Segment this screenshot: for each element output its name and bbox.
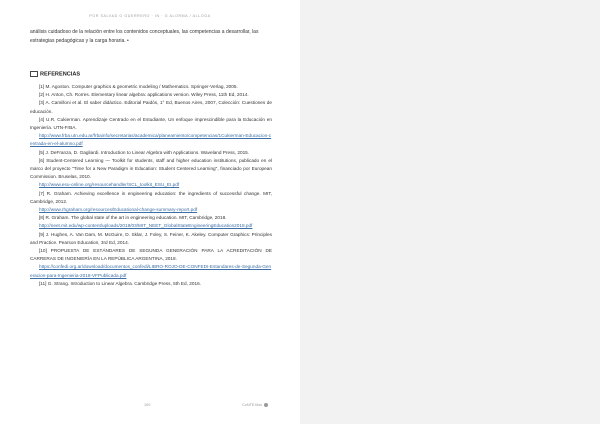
reference-text: [6] Student-Centered Learning — Toolkit for students, staff and higher education institutions, publicado en el marco del proyecto "Time for a New Paradigm in Education: Student Centered Learning", financiado por European Commission. Bruselas, 2010. [30, 157, 272, 180]
reference-item [30, 214, 272, 222]
reference-link-line [30, 181, 272, 189]
reference-text: [7] R. Graham. Achieving excellence in engineering education: the ingredients of successful change. MIT, Cambridge, 2012. [30, 190, 272, 204]
intro-paragraph: análisis cuidadoso de la relación entre los contenidos conceptuales, las competencias a desarrollar, las estrategias pedagógicas y la carga horaria. • [30, 29, 259, 44]
reference-item [30, 247, 272, 263]
reference-text: [2] H. Anton, Ch. Rorres. Elementary linear algebra: applications version. Wiley Press, 11th Ed, 2014. [39, 92, 249, 98]
reference-item [30, 190, 272, 206]
publication-name: CoNTEXtos [242, 403, 263, 407]
publication-logo-icon [264, 403, 268, 407]
reference-text: [10] PROPUESTA DE ESTÁNDARES DE SEGUNDA GENERACIÓN PARA LA ACREDITACIÓN DE CARRERAS DE INGENIERÍA EN LA REPÚBLICA ARGENTINA, 2018. [30, 248, 272, 262]
reference-text: [9] J. Hughes, A. Van Dam, M. McGuire, D. Sklar, J. Foley, S. Feiner, K. Akeley. Computer Graphics: Principles and Practice. Pearson Education, 3rd Ed, 2014. [30, 231, 272, 245]
reference-item [30, 231, 272, 247]
reference-link-line [30, 222, 272, 230]
reference-text: [8] R. Graham. The global state of the art in engineering education. MIT, Cambridge, 2018. [39, 215, 227, 221]
running-head: POR SALVAD O GUERRERO · IN · G ALORMA / ALLOGA [89, 14, 211, 18]
publication-mark [242, 403, 268, 407]
reference-item [30, 149, 272, 157]
reference-link-line [30, 206, 272, 214]
reference-item [30, 280, 272, 288]
reference-text: [1] M. Agoston. Computer graphics & geometric modeling / Mathematics. Springer-Verlag, 2005. [39, 84, 238, 89]
reference-list [30, 83, 272, 288]
reference-item [30, 157, 272, 182]
book-icon [30, 71, 38, 77]
reference-text: [4] U.R. Cukierman. Aprendizaje Centrado en el Estudiante, Un enfoque imprescindible para la Educación en Ingeniería. UTN-FrBA. [30, 116, 272, 131]
reference-item [30, 116, 272, 132]
reference-text: [3] A. Camilloni et al. El saber didáctico. Editorial Paidós, 1° Ed, Buenos Aires, 2007, Colección: Cuestiones de educación. [30, 100, 272, 114]
references-heading [30, 71, 80, 77]
reference-link-line [30, 263, 272, 279]
reference-link[interactable]: https://confedi.org.ar/download/documentos_confedi/LIBRO-ROJO-DE-CONFEDI-Estandares-de-Segunda-Generacion-para-Ingenieria-2018-VFPublicada.pdf [30, 264, 272, 278]
reference-text: [11] G. Strang. Introduction to Linear Algebra. Cambridge Press, 5th Ed, 2016. [39, 280, 201, 286]
reference-link[interactable]: http://www.frba.utn.edu.ar/frbainfo/secretarias/academica/planeamiento/competencias/1Cukierman-Educacion-centrada-en-el-alumno.pdf [30, 133, 272, 147]
page-number: 100 [144, 403, 151, 407]
reference-link-line [30, 132, 272, 148]
reference-link[interactable]: http://www.rhgraham.org/resources/Educational-change-summary-report.pdf [39, 207, 198, 213]
reference-link[interactable]: http://www.esu-online.org/resourcehandler/SCL_toolkit_ESU_EI.pdf [39, 182, 180, 188]
references-heading-label: REFERENCIAS [40, 71, 81, 78]
reference-item [30, 99, 272, 115]
reference-item [30, 91, 272, 99]
reference-link[interactable]: http://neet.mit.edu/wp-content/uploads/2018/03/MIT_NEET_GlobalStateEngineeringEducation2018.pdf [39, 223, 253, 229]
reference-text: [5] J. DeFranza, D. Gagliardi. Introduction to Linear Algebra with Applications. Waveland Press, 2015. [39, 149, 250, 155]
right-page [300, 0, 600, 424]
reference-item [30, 83, 272, 91]
